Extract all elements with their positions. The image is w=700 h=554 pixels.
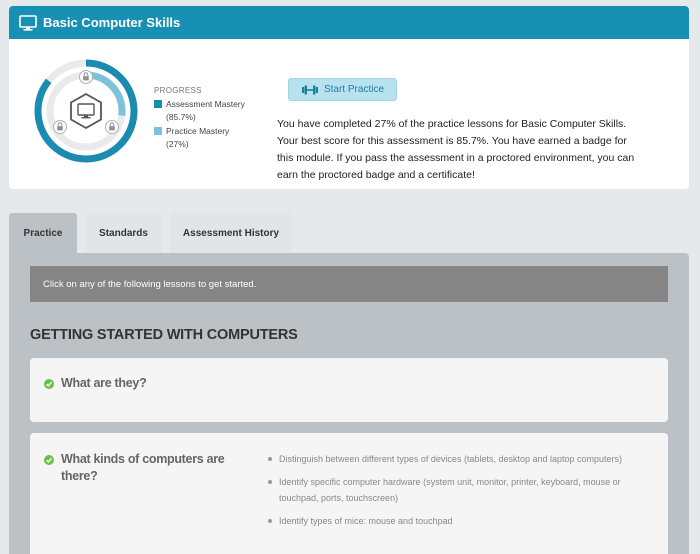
tab-assessment-history[interactable]: Assessment History: [170, 213, 292, 253]
legend-assessment-mastery: [154, 98, 245, 124]
check-icon: [44, 455, 54, 465]
tab-practice[interactable]: Practice: [9, 213, 77, 253]
legend-practice-mastery: [154, 125, 245, 151]
dumbbell-icon: [301, 85, 319, 95]
badge-monitor-icon: [71, 94, 101, 128]
tab-standards[interactable]: Standards: [85, 213, 162, 253]
check-icon: [44, 379, 54, 389]
legend-value: (85.7%): [166, 112, 196, 122]
monitor-icon: [19, 15, 37, 31]
lesson-card[interactable]: [30, 433, 668, 554]
objective-item: Identify types of mice: mouse and touchpad: [266, 513, 646, 529]
legend-swatch: [154, 127, 162, 135]
progress-ring: [31, 56, 141, 166]
lesson-title[interactable]: What are they?: [61, 376, 147, 390]
start-practice-button[interactable]: [288, 78, 397, 101]
lesson-title[interactable]: What kinds of computers are there?: [61, 452, 225, 483]
practice-panel: [9, 253, 689, 554]
objective-item: Distinguish between different types of devices (tablets, desktop and laptop computers): [266, 451, 646, 467]
section-title: GETTING STARTED WITH COMPUTERS: [30, 327, 298, 343]
progress-summary: You have completed 27% of the practice lessons for Basic Computer Skills. Your best score for this assessment is 85.7%. You have earned a badge for this module. If you pass the assessment in a proctored environment, you can earn the proctored badge and a certificate!: [277, 118, 635, 181]
module-card: [9, 6, 689, 189]
lock-icon: [80, 71, 93, 84]
module-header: [9, 6, 689, 39]
legend-value: (27%): [166, 139, 189, 149]
instructions-bar: Click on any of the following lessons to get started.: [30, 266, 668, 302]
legend-swatch: [154, 100, 162, 108]
module-title: Basic Computer Skills: [43, 15, 181, 30]
lesson-card[interactable]: [30, 358, 668, 422]
progress-legend: [154, 86, 245, 152]
legend-label: Practice Mastery: [166, 126, 230, 136]
legend-label: Assessment Mastery: [166, 99, 245, 109]
objective-item: Identify specific computer hardware (system unit, monitor, printer, keyboard, mouse or touchpad, ports, touchscreen): [266, 474, 646, 506]
start-practice-label: Start Practice: [323, 84, 385, 95]
lock-icon: [106, 121, 119, 134]
lock-icon: [54, 121, 67, 134]
progress-heading: PROGRESS: [154, 86, 202, 95]
lesson-objectives: [266, 451, 646, 536]
